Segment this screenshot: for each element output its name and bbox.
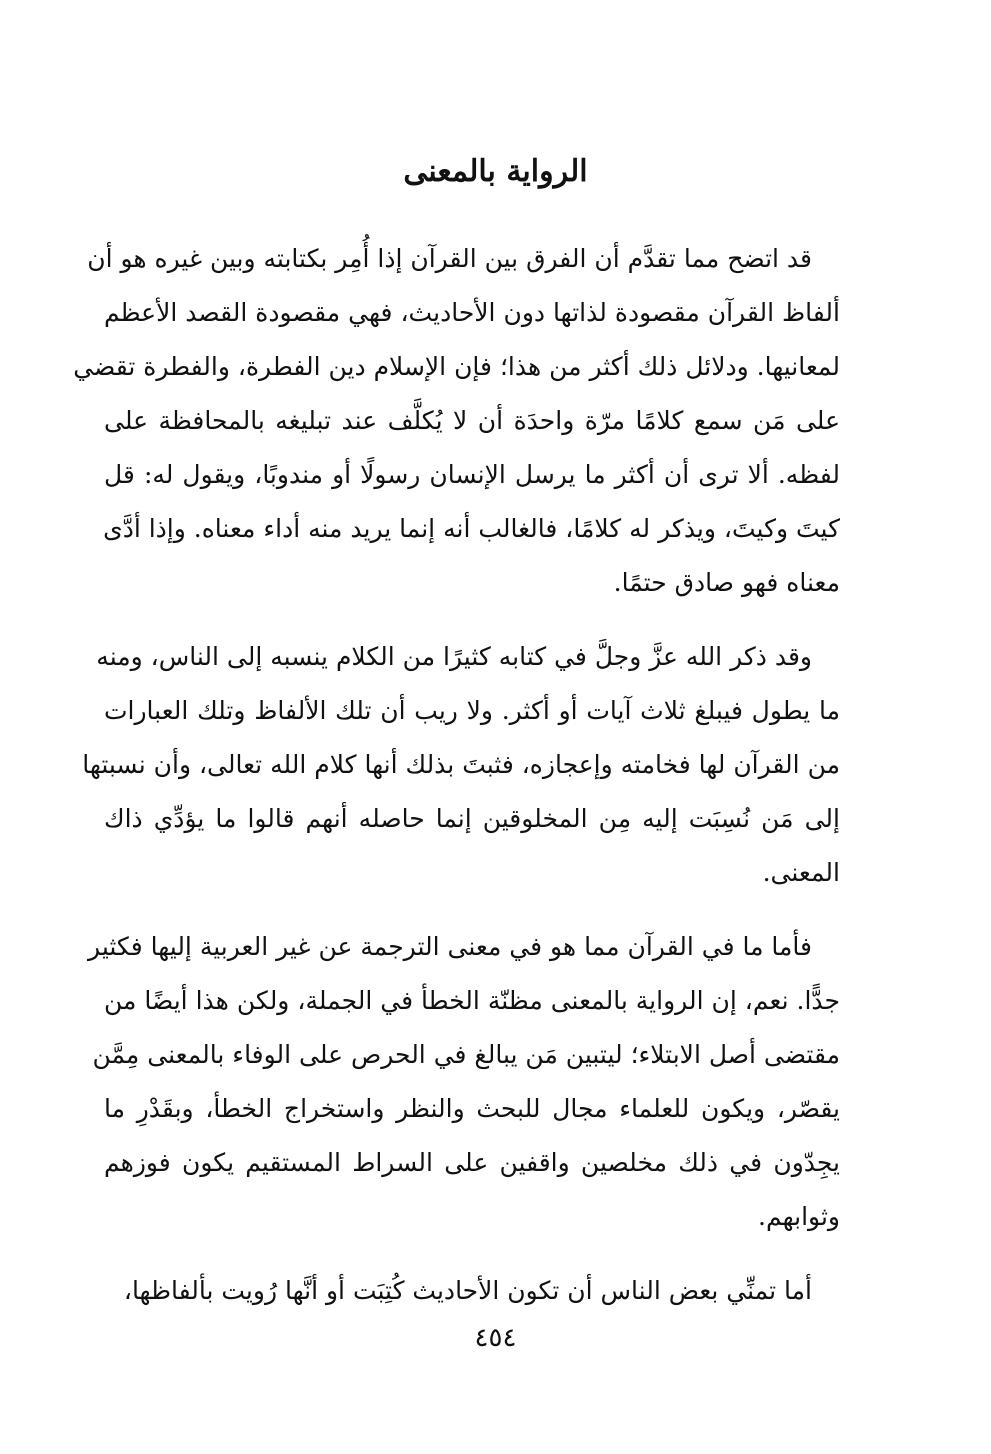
text-line: وثوابهم. bbox=[758, 1202, 840, 1231]
text-line: إلى مَن نُسِبَت إليه مِن المخلوقين إنما حاصله أنهم قالوا ما يؤدِّي ذاك bbox=[104, 804, 840, 833]
paragraph-1 bbox=[73, 232, 840, 610]
text-line: على مَن سمع كلامًا مرّة واحدَة أن لا يُكلَّف عند تبليغه بالمحافظة على bbox=[104, 406, 840, 435]
text-line: قد اتضح مما تقدَّم أن الفرق بين القرآن إذا أُمِر بكتابته وبين غيره هو أن bbox=[87, 244, 812, 273]
text-line: وقد ذكر الله عزَّ وجلَّ في كتابه كثيرًا من الكلام ينسبه إلى الناس، ومنه bbox=[96, 642, 812, 671]
text-line: من القرآن لها فخامته وإعجازه، فثبتَ بذلك أنها كلام الله تعالى، وأن نسبتها bbox=[82, 750, 840, 779]
text-line: معناه فهو صادق حتمًا. bbox=[613, 568, 840, 597]
text-line: لمعانيها. ودلائل ذلك أكثر من هذا؛ فإن الإسلام دين الفطرة، والفطرة تقضي bbox=[73, 352, 840, 381]
paragraph-3 bbox=[88, 920, 840, 1244]
paragraph-4 bbox=[104, 1264, 840, 1318]
text-line: ما يطول فيبلغ ثلاث آيات أو أكثر. ولا ريب أن تلك الألفاظ وتلك العبارات bbox=[104, 696, 840, 725]
text-line: مقتضى أصل الابتلاء؛ ليتبين مَن يبالغ في الحرص على الوفاء بالمعنى مِمَّن bbox=[92, 1040, 840, 1069]
page-title: الرواية بالمعنى bbox=[403, 154, 588, 189]
text-line: كيتَ وكيتَ، ويذكر له كلامًا، فالغالب أنه إنما يريد منه أداء معناه. وإذا أدَّى bbox=[103, 514, 840, 543]
text-line: ألفاظ القرآن مقصودة لذاتها دون الأحاديث، فهي مقصودة القصد الأعظم bbox=[104, 298, 840, 327]
text-line: المعنى. bbox=[762, 858, 840, 887]
text-line: جدًّا. نعم، إن الرواية بالمعنى مظنّة الخطأ في الجملة، ولكن هذا أيضًا من bbox=[104, 986, 840, 1015]
text-line: لفظه. ألا ترى أن أكثر ما يرسل الإنسان رسولًا أو مندوبًا، ويقول له: قل bbox=[104, 460, 840, 489]
paragraph-gap bbox=[104, 610, 840, 630]
text-line: فأما ما في القرآن مما هو في معنى الترجمة عن غير العربية إليها فكثير bbox=[88, 932, 812, 961]
paragraph-gap bbox=[104, 1244, 840, 1264]
body-text bbox=[73, 232, 840, 1318]
text-line: يقصّر، ويكون للعلماء مجال للبحث والنظر واستخراج الخطأ، وبقَدْرِ ما bbox=[104, 1094, 840, 1123]
text-line: أما تمنِّي بعض الناس أن تكون الأحاديث كُتِبَت أو أنَّها رُويت بألفاظها، bbox=[123, 1276, 812, 1305]
paragraph-2 bbox=[82, 630, 840, 900]
page-number: ٤٥٤ bbox=[474, 1323, 517, 1353]
paragraph-gap bbox=[104, 900, 840, 920]
text-line: يجِدّون في ذلك مخلصين واقفين على السراط المستقيم يكون فوزهم bbox=[104, 1148, 840, 1177]
